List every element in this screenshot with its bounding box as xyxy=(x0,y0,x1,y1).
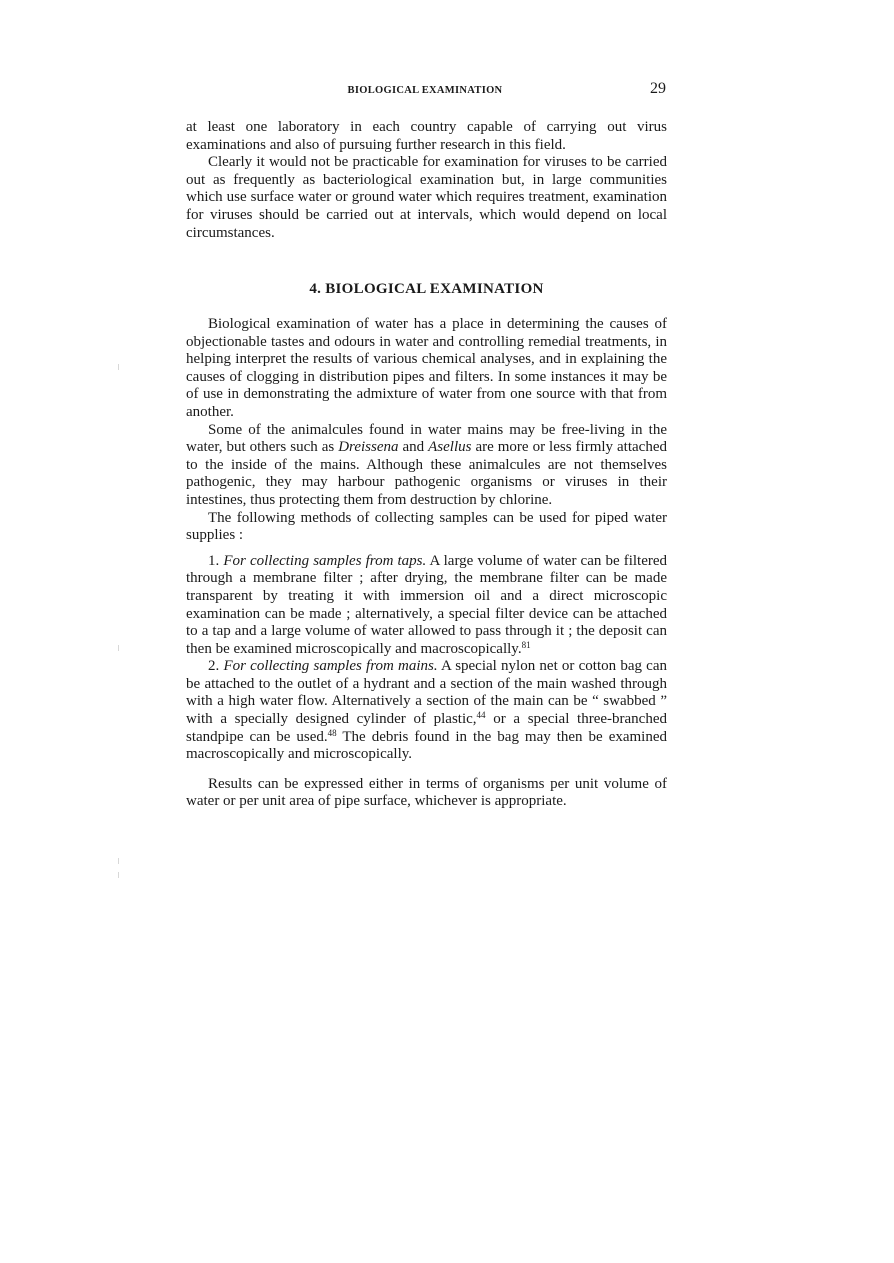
list-item-title: For collecting samples from mains. xyxy=(223,658,438,675)
section-paragraph-4: Results can be expressed either in terms of organisms per unit volume of water or per unit area of pipe surface, whichever is appropriate. xyxy=(186,775,667,810)
paragraph-text: and xyxy=(398,439,429,456)
reference-number: 81 xyxy=(521,639,531,650)
margin-mark xyxy=(118,858,119,864)
section-paragraph-2 xyxy=(186,422,667,510)
section-heading: 4. BIOLOGICAL EXAMINATION xyxy=(309,281,544,297)
intro-paragraph-1: at least one laboratory in each country capable of carrying out virus examinations and also of pursuing further research in this field. xyxy=(186,119,667,153)
list-item-number: 2. xyxy=(208,658,224,675)
running-header xyxy=(186,80,666,102)
spacer xyxy=(186,764,667,776)
species-name: Asellus xyxy=(428,439,472,456)
margin-mark xyxy=(118,364,119,370)
reference-number: 44 xyxy=(476,710,486,721)
paragraph-text: Some of the animalcules found in water mains may be free-living in the water, but others such as xyxy=(186,421,667,456)
list-item-text: or a special three-branched standpipe can be used. xyxy=(186,711,667,745)
list-item-title: For collecting samples from taps. xyxy=(223,552,427,569)
species-name: Dreissena xyxy=(338,439,399,456)
list-item-2 xyxy=(186,658,667,764)
reference-number: 48 xyxy=(327,727,337,738)
paragraph-text: are more or less firmly attached to the inside of the mains. Although these animalcules are not themselves pathogenic, they may harbour pathogenic organisms or viruses in their intestines, thus protecting them from destruction by chlorine. xyxy=(186,439,667,508)
margin-mark xyxy=(118,872,119,878)
list-item-text: The debris found in the bag may then be examined macroscopically and microscopically. xyxy=(186,728,667,763)
page-number: 29 xyxy=(650,80,666,97)
section-paragraph-3: The following methods of collecting samples can be used for piped water supplies : xyxy=(186,509,667,544)
list-item-text: A special nylon net or cotton bag can be attached to the outlet of a hydrant and a section of the main washed through with a high water flow. Alternatively a section of the main can be “ swabbed ” with a specially designed cylinder of plastic, xyxy=(186,658,668,728)
section-paragraph-1: Biological examination of water has a place in determining the causes of objectionable tastes and odours in water and controlling remedial treatments, in helping interpret the results of various chemical analyses, and in explaining the causes of clogging in distribution pipes and filters. In some instances it may be of use in demonstrating the admixture of water from one source with that from another. xyxy=(186,316,667,420)
intro-text xyxy=(186,119,667,242)
list-item-number: 1. xyxy=(208,552,224,569)
section-body xyxy=(186,316,667,811)
running-title: BIOLOGICAL EXAMINATION xyxy=(347,85,503,96)
intro-paragraph-2: Clearly it would not be practicable for examination for viruses to be carried out as frequently as bacteriological examination but, in large communities which use surface water or ground water which requires treatment, examination for viruses should be carried out at intervals, which would depend on local circumstances. xyxy=(186,154,667,241)
spacer xyxy=(186,545,667,553)
list-item-text: A large volume of water can be filtered through a membrane filter ; after drying, the membrane filter can be made transparent by treating it with immersion oil and a direct microscopic examination can be made ; alternatively, a special filter device can be attached to a tap and a large volume of water allowed to pass through it ; the deposit can then be examined microscopically and macroscopically. xyxy=(186,552,668,657)
margin-mark xyxy=(118,645,119,651)
list-item-1 xyxy=(186,553,667,659)
